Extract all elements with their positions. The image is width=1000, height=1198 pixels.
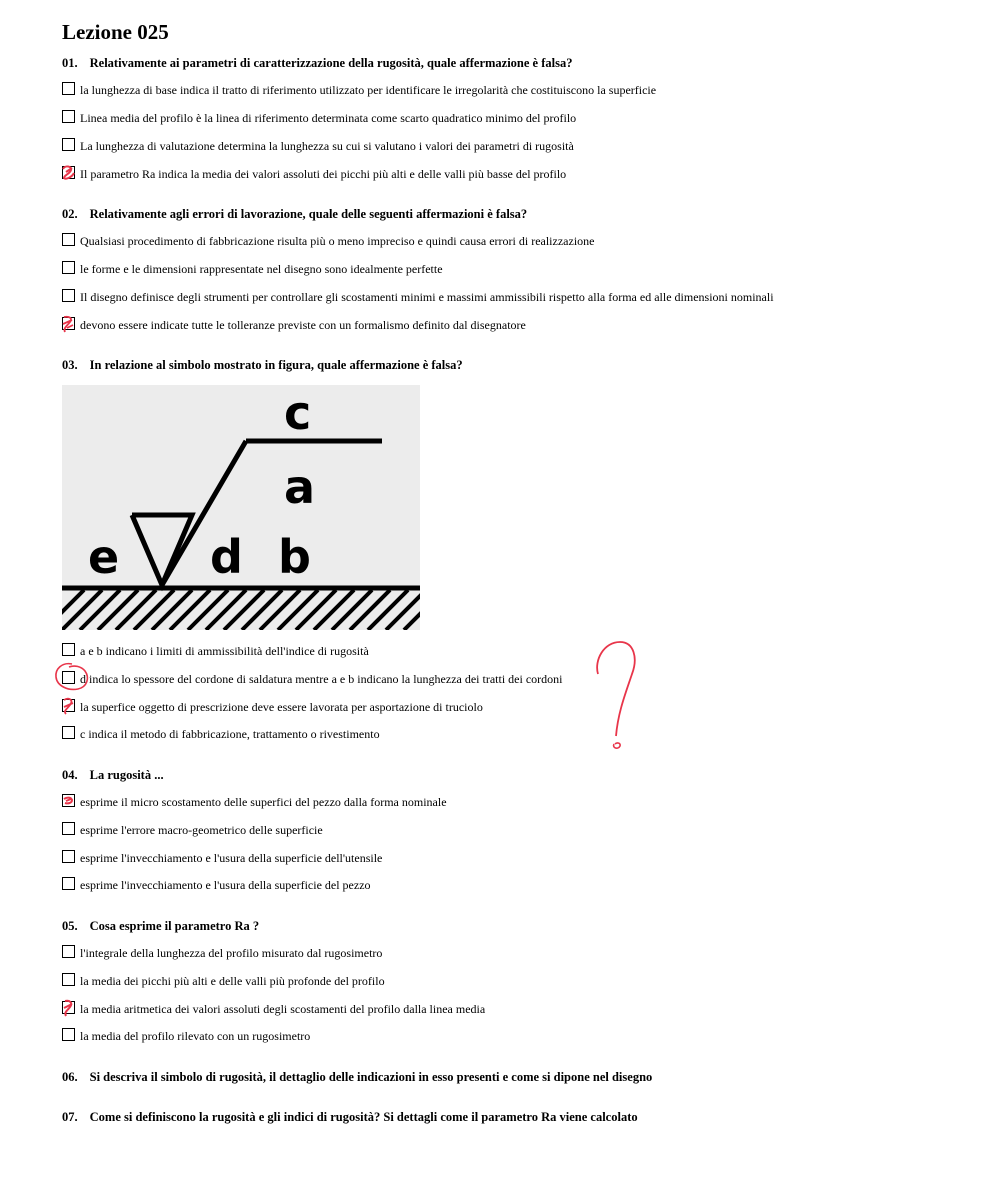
roughness-symbol-figure xyxy=(62,385,420,630)
checkbox[interactable] xyxy=(62,877,75,890)
question-06 xyxy=(62,1070,652,1085)
question-text: La rugosità ... xyxy=(89,768,164,782)
checkbox[interactable] xyxy=(62,261,75,274)
checkbox[interactable] xyxy=(62,138,75,151)
checkbox-checked[interactable] xyxy=(62,699,75,712)
checkbox[interactable] xyxy=(62,110,75,123)
checkbox[interactable] xyxy=(62,973,75,986)
question-05 xyxy=(62,919,259,934)
option-text: Il disegno definisce degli strumenti per controllare gli scostamenti minimi e massimi ammissibili rispetto alla forma ed alle dimensioni nominali xyxy=(80,290,774,304)
handwritten-question-mark-annotation xyxy=(590,636,644,756)
checkbox[interactable] xyxy=(62,850,75,863)
question-number: 07. xyxy=(62,1110,78,1124)
figure-label-c: c xyxy=(284,386,312,440)
question-number: 01. xyxy=(62,56,78,70)
question-text: Come si definiscono la rugosità e gli indici di rugosità? Si dettagli come il parametro Ra viene calcolato xyxy=(89,1110,638,1124)
option-text: c indica il metodo di fabbricazione, trattamento o rivestimento xyxy=(80,727,380,741)
option-text: d indica lo spessore del cordone di saldatura mentre a e b indicano la lunghezza dei tratti dei cordoni xyxy=(80,672,563,686)
option-text: La lunghezza di valutazione determina la lunghezza su cui si valutano i valori dei parametri di rugosità xyxy=(80,139,574,153)
figure-label-a: a xyxy=(284,460,316,514)
question-03 xyxy=(62,358,463,373)
question-text: In relazione al simbolo mostrato in figura, quale affermazione è falsa? xyxy=(89,358,463,372)
checkbox-checked[interactable] xyxy=(62,1001,75,1014)
option-text: devono essere indicate tutte le tolleranze previste con un formalismo definito dal disegnatore xyxy=(80,318,526,332)
figure-label-b: b xyxy=(278,530,311,584)
checkbox[interactable] xyxy=(62,726,75,739)
checkbox[interactable] xyxy=(62,289,75,302)
option-text: esprime l'errore macro-geometrico delle superficie xyxy=(80,823,323,837)
question-01 xyxy=(62,56,572,71)
checkbox[interactable] xyxy=(62,945,75,958)
option-text: la media aritmetica dei valori assoluti degli scostamenti del profilo dalla linea media xyxy=(80,1002,486,1016)
option-text: le forme e le dimensioni rappresentate nel disegno sono idealmente perfette xyxy=(80,262,443,276)
question-number: 03. xyxy=(62,358,78,372)
option-text: Linea media del profilo è la linea di riferimento determinata come scarto quadratico minimo del profilo xyxy=(80,111,577,125)
checkbox-checked[interactable] xyxy=(62,794,75,807)
checkbox[interactable] xyxy=(62,822,75,835)
question-text: Si descriva il simbolo di rugosità, il dettaglio delle indicazioni in esso presenti e come si dipone nel disegno xyxy=(89,1070,653,1084)
checkbox[interactable] xyxy=(62,671,75,684)
question-02 xyxy=(62,207,527,222)
option-text: Il parametro Ra indica la media dei valori assoluti dei picchi più alti e delle valli più basse del profilo xyxy=(80,167,567,181)
question-07 xyxy=(62,1110,638,1125)
page-title: Lezione 025 xyxy=(62,20,169,44)
question-number: 04. xyxy=(62,768,78,782)
checkbox[interactable] xyxy=(62,233,75,246)
checkbox[interactable] xyxy=(62,1028,75,1041)
option-text: la superfice oggetto di prescrizione deve essere lavorata per asportazione di truciolo xyxy=(80,700,483,714)
option-text: l'integrale della lunghezza del profilo misurato dal rugosimetro xyxy=(80,946,383,960)
question-text: Relativamente ai parametri di caratterizzazione della rugosità, quale affermazione è falsa? xyxy=(89,56,573,70)
checkbox-checked[interactable] xyxy=(62,166,75,179)
option-text: Qualsiasi procedimento di fabbricazione risulta più o meno impreciso e quindi causa errori di realizzazione xyxy=(80,234,595,248)
question-04 xyxy=(62,768,164,783)
option-text: esprime l'invecchiamento e l'usura della superficie del pezzo xyxy=(80,878,371,892)
question-number: 05. xyxy=(62,919,78,933)
option-text: a e b indicano i limiti di ammissibilità dell'indice di rugosità xyxy=(80,644,369,658)
option-text: la media del profilo rilevato con un rugosimetro xyxy=(80,1029,311,1043)
question-number: 06. xyxy=(62,1070,78,1084)
question-text: Relativamente agli errori di lavorazione, quale delle seguenti affermazioni è falsa? xyxy=(89,207,528,221)
question-number: 02. xyxy=(62,207,78,221)
checkbox[interactable] xyxy=(62,643,75,656)
checkbox[interactable] xyxy=(62,82,75,95)
option-text: la lunghezza di base indica il tratto di riferimento utilizzato per identificare le irregolarità che costituiscono la superficie xyxy=(80,83,657,97)
checkbox-checked[interactable] xyxy=(62,317,75,330)
figure-label-e: e xyxy=(88,530,120,584)
option-text: esprime il micro scostamento delle superfici del pezzo dalla forma nominale xyxy=(80,795,447,809)
question-text: Cosa esprime il parametro Ra ? xyxy=(89,919,260,933)
option-text: esprime l'invecchiamento e l'usura della superficie dell'utensile xyxy=(80,851,383,865)
option-text: la media dei picchi più alti e delle valli più profonde del profilo xyxy=(80,974,385,988)
figure-label-d: d xyxy=(210,530,243,584)
